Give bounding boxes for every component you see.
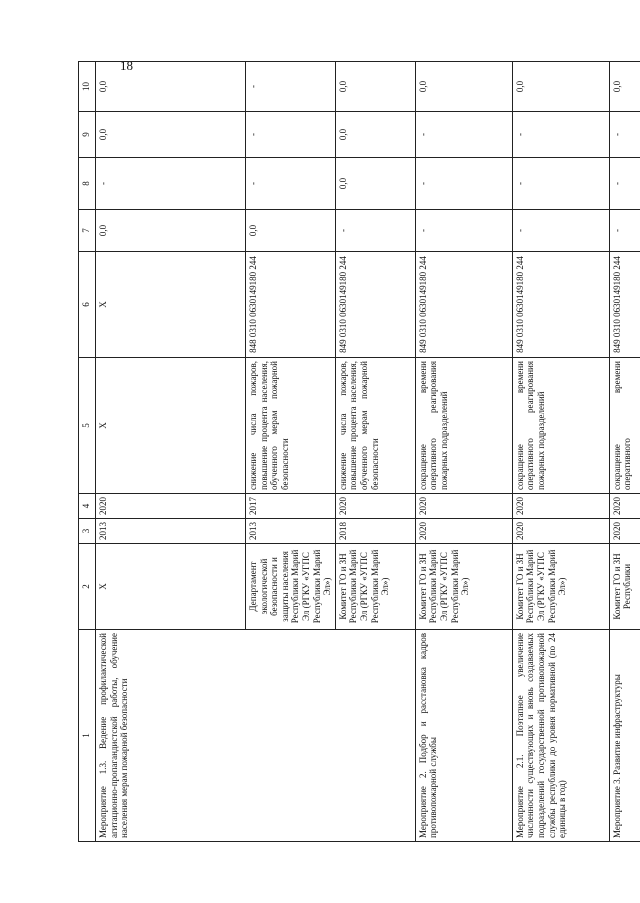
value-cell: 0,0 [335, 158, 415, 210]
expected-result-cell: сокращение времени оперативного реагирования пожарных подразделений [415, 358, 512, 494]
header-cell: 1 [79, 630, 96, 842]
value-cell: - [415, 210, 512, 252]
start-year-cell: 2018 [335, 519, 415, 544]
header-cell: 10 [79, 62, 96, 112]
activity-name-cell: Мероприятие 2.1. Поэтапное увеличение численности существующих и вновь создаваемых подразделений государственной противопожарной службы республики до уровня нормативной (по 24 единицы в год) [512, 630, 609, 842]
header-cell: 7 [79, 210, 96, 252]
budget-code-cell: 849 0310 0630149180 244 [512, 252, 609, 358]
value-cell: - [246, 62, 336, 112]
value-cell: 0,0 [335, 62, 415, 112]
header-cell: 2 [79, 544, 96, 630]
budget-code-cell: 849 0310 0630149180 244 [335, 252, 415, 358]
value-cell: 0,0 [512, 62, 609, 112]
value-cell: - [246, 158, 336, 210]
start-year-cell: 2013 [96, 519, 246, 544]
value-cell: 0,0 [609, 62, 640, 112]
value-cell: 0,0 [415, 62, 512, 112]
budget-code-cell: X [96, 252, 246, 358]
activity-name-cell: Мероприятие 1.3. Ведение профилактической агитационно-пропагандистской работы, обучение населения мерам пожарной безопасности [96, 630, 416, 842]
executor-cell: Комитет ГО и ЗН Республики Марий Эл (РГКУ «УГПС Республики Марий Эл») [415, 544, 512, 630]
end-year-cell: 2017 [246, 494, 336, 519]
value-cell: - [512, 112, 609, 158]
value-cell: - [415, 112, 512, 158]
start-year-cell: 2020 [512, 519, 609, 544]
expected-result-cell: сокращение времени оперативного реагирования пожарных подразделений [512, 358, 609, 494]
activity-name-cell: Мероприятие 2. Подбор и расстановка кадров противопожарной службы [415, 630, 512, 842]
table-row [512, 62, 609, 842]
end-year-cell: 2020 [512, 494, 609, 519]
value-cell: - [512, 158, 609, 210]
table-row [609, 62, 640, 842]
value-cell: - [609, 210, 640, 252]
executor-cell: Департамент экологической безопасности и защиты населения Республики Марий Эл (РГКУ «УГПС Республики Марий Эл») [246, 544, 336, 630]
budget-code-cell: 848 0310 0630149180 244 [246, 252, 336, 358]
value-cell: - [609, 112, 640, 158]
executor-cell: Комитет ГО и ЗН Республики Марий Эл (РГКУ «УГПС Республики Марий Эл») [512, 544, 609, 630]
value-cell: 0,0 [96, 112, 246, 158]
executor-cell: X [96, 544, 246, 630]
start-year-cell: 2020 [609, 519, 640, 544]
activity-name-cell: Мероприятие 3. Развитие инфраструктуры [609, 630, 640, 842]
table-row [415, 62, 512, 842]
header-row [79, 62, 96, 842]
value-cell: 0,0 [96, 62, 246, 112]
value-cell: - [609, 158, 640, 210]
value-cell: 0,0 [246, 210, 336, 252]
value-cell: - [96, 158, 246, 210]
end-year-cell: 2020 [335, 494, 415, 519]
expected-result-cell: снижение числа пожаров, повышение процента населения, обученного мерам пожарной безопасности [335, 358, 415, 494]
executor-cell: Комитет ГО и ЗН Республики [609, 544, 640, 630]
budget-code-cell: 849 0310 0630149180 244 [609, 252, 640, 358]
expected-result-cell: X [96, 358, 246, 494]
start-year-cell: 2013 [246, 519, 336, 544]
value-cell: 0,0 [335, 112, 415, 158]
expected-result-cell: сокращение времени оперативного [609, 358, 640, 494]
executor-cell: Комитет ГО и ЗН Республики Марий Эл (РГКУ «УГПС Республики Марий Эл») [335, 544, 415, 630]
header-cell: 6 [79, 252, 96, 358]
value-cell: 0,0 [96, 210, 246, 252]
page-number: 18 [120, 58, 133, 73]
end-year-cell: 2020 [609, 494, 640, 519]
header-cell: 3 [79, 519, 96, 544]
header-cell: 8 [79, 158, 96, 210]
program-activities-table [78, 61, 640, 842]
budget-code-cell: 849 0310 0630149180 244 [415, 252, 512, 358]
header-cell: 4 [79, 494, 96, 519]
table-row [96, 62, 246, 842]
value-cell: - [246, 112, 336, 158]
start-year-cell: 2020 [415, 519, 512, 544]
value-cell: - [415, 158, 512, 210]
header-cell: 9 [79, 112, 96, 158]
rotated-table-wrapper [78, 62, 633, 842]
end-year-cell: 2020 [415, 494, 512, 519]
expected-result-cell: снижение числа пожаров, повышение процента населения, обученного мерам пожарной безопасности [246, 358, 336, 494]
value-cell: - [512, 210, 609, 252]
value-cell: - [335, 210, 415, 252]
header-cell: 5 [79, 358, 96, 494]
end-year-cell: 2020 [96, 494, 246, 519]
